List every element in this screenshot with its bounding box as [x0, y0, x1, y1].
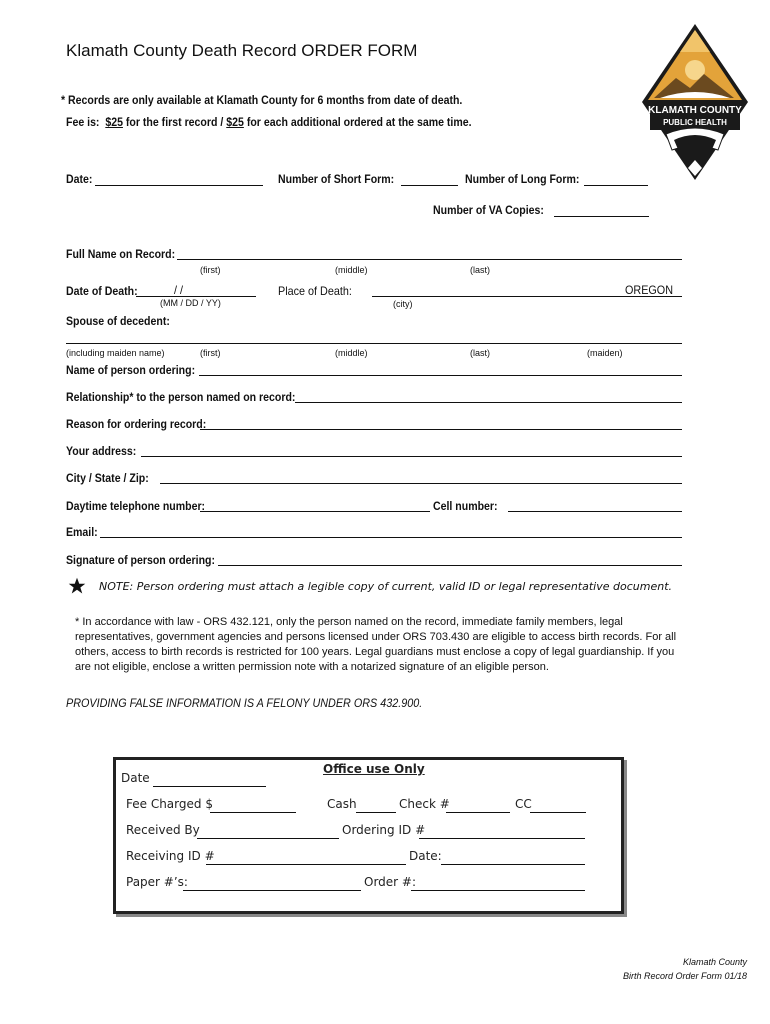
order-number-field[interactable] — [411, 890, 585, 891]
place-of-death-label: Place of Death: — [278, 284, 352, 298]
signature-field[interactable] — [218, 565, 682, 566]
spouse-middle-sublabel: (middle) — [335, 348, 368, 358]
last-sublabel: (last) — [470, 265, 490, 275]
email-field[interactable] — [100, 537, 682, 538]
received-by-field[interactable] — [197, 838, 339, 839]
cash-field[interactable] — [356, 812, 396, 813]
records-note: * Records are only available at Klamath County for 6 months from date of death. — [61, 93, 463, 107]
date-field[interactable] — [95, 185, 263, 186]
date-slashes: / / — [174, 283, 184, 297]
spouse-field[interactable] — [66, 343, 682, 344]
middle-sublabel: (middle) — [335, 265, 368, 275]
cc-label: CC — [515, 797, 532, 811]
reason-label: Reason for ordering record: — [66, 417, 207, 431]
logo-line1: KLAMATH COUNTY — [648, 105, 742, 116]
fee-first: $25 — [105, 115, 123, 129]
law-paragraph: * In accordance with law - ORS 432.121, only the person named on the record, immediate family members, legal representatives, government agencies and persons licensed under ORS 703.430 are eligible to access birth records. For all others, access to birth records is restricted for 100 years. Legal guardians must enclose a copy of legal guardianship. If you are not eligible, enclose a written permission note with a notarized signature of an eligible person. — [75, 616, 677, 673]
fee-charged-label: Fee Charged $ — [126, 797, 213, 811]
relationship-field[interactable] — [295, 402, 682, 403]
footer-form-id: Birth Record Order Form 01/18 — [622, 971, 747, 981]
date-of-death-label: Date of Death: — [66, 284, 138, 298]
long-form-field[interactable] — [584, 185, 648, 186]
id-requirement-note: NOTE: Person ordering must attach a legible copy of current, valid ID or legal representative document. — [99, 580, 672, 593]
fee-line — [66, 115, 472, 129]
order-number-label: Order #: — [364, 875, 417, 889]
first-sublabel: (first) — [200, 265, 221, 275]
fee-charged-field[interactable] — [210, 812, 296, 813]
daytime-phone-field[interactable] — [200, 511, 430, 512]
reason-field[interactable] — [200, 429, 682, 430]
date-of-death-field[interactable] — [136, 296, 256, 297]
full-name-field[interactable] — [177, 259, 682, 260]
spouse-last-sublabel: (last) — [470, 348, 490, 358]
date-format-hint: (MM / DD / YY) — [160, 298, 221, 308]
receiving-id-field[interactable] — [206, 864, 406, 865]
maiden-note: (including maiden name) — [66, 348, 165, 358]
receiving-id-label: Receiving ID # — [126, 849, 215, 863]
short-form-field[interactable] — [401, 185, 458, 186]
address-label: Your address: — [66, 444, 137, 458]
office-date-label: Date — [121, 771, 150, 785]
email-label: Email: — [66, 525, 98, 539]
star-icon — [68, 577, 86, 595]
daytime-phone-label: Daytime telephone number: — [66, 499, 206, 513]
full-name-label: Full Name on Record: — [66, 247, 176, 261]
cc-field[interactable] — [530, 812, 586, 813]
received-by-label: Received By — [126, 823, 200, 837]
person-ordering-label: Name of person ordering: — [66, 363, 196, 377]
office-date2-label: Date: — [409, 849, 442, 863]
fee-additional: $25 — [226, 115, 244, 129]
fee-mid: for the first record / — [125, 115, 224, 129]
ordering-id-label: Ordering ID # — [342, 823, 426, 837]
paper-label: Paper #’s: — [126, 875, 188, 889]
cell-number-field[interactable] — [508, 511, 682, 512]
address-field[interactable] — [141, 456, 682, 457]
check-label: Check # — [399, 797, 450, 811]
state-value: OREGON — [625, 283, 674, 297]
check-field[interactable] — [446, 812, 510, 813]
person-ordering-field[interactable] — [199, 375, 682, 376]
relationship-label: Relationship* to the person named on record: — [66, 390, 296, 404]
spouse-first-sublabel: (first) — [200, 348, 221, 358]
short-form-label: Number of Short Form: — [278, 172, 395, 186]
date-label: Date: — [66, 172, 93, 186]
footer-county: Klamath County — [682, 957, 747, 967]
ordering-id-field[interactable] — [419, 838, 585, 839]
paper-field[interactable] — [183, 890, 361, 891]
cell-number-label: Cell number: — [433, 499, 498, 513]
va-copies-label: Number of VA Copies: — [433, 203, 544, 217]
klamath-county-logo — [640, 22, 750, 182]
maiden-sublabel: (maiden) — [587, 348, 623, 358]
page-title: Klamath County Death Record ORDER FORM — [66, 41, 418, 60]
city-sublabel: (city) — [393, 299, 413, 309]
office-date-field[interactable] — [153, 786, 266, 787]
office-use-heading: Office use Only — [323, 762, 425, 776]
city-state-zip-label: City / State / Zip: — [66, 471, 149, 485]
long-form-label: Number of Long Form: — [465, 172, 580, 186]
fee-prefix: Fee is: — [66, 115, 100, 129]
office-use-box — [113, 757, 624, 914]
cash-label: Cash — [327, 797, 357, 811]
fee-suffix: for each additional ordered at the same time. — [246, 115, 472, 129]
city-state-zip-field[interactable] — [160, 483, 682, 484]
spouse-label: Spouse of decedent: — [66, 314, 170, 328]
signature-label: Signature of person ordering: — [66, 553, 216, 567]
logo-line2: PUBLIC HEALTH — [663, 118, 727, 127]
va-copies-field[interactable] — [554, 216, 649, 217]
office-date2-field[interactable] — [441, 864, 585, 865]
felony-warning: PROVIDING FALSE INFORMATION IS A FELONY UNDER ORS 432.900. — [66, 696, 423, 710]
